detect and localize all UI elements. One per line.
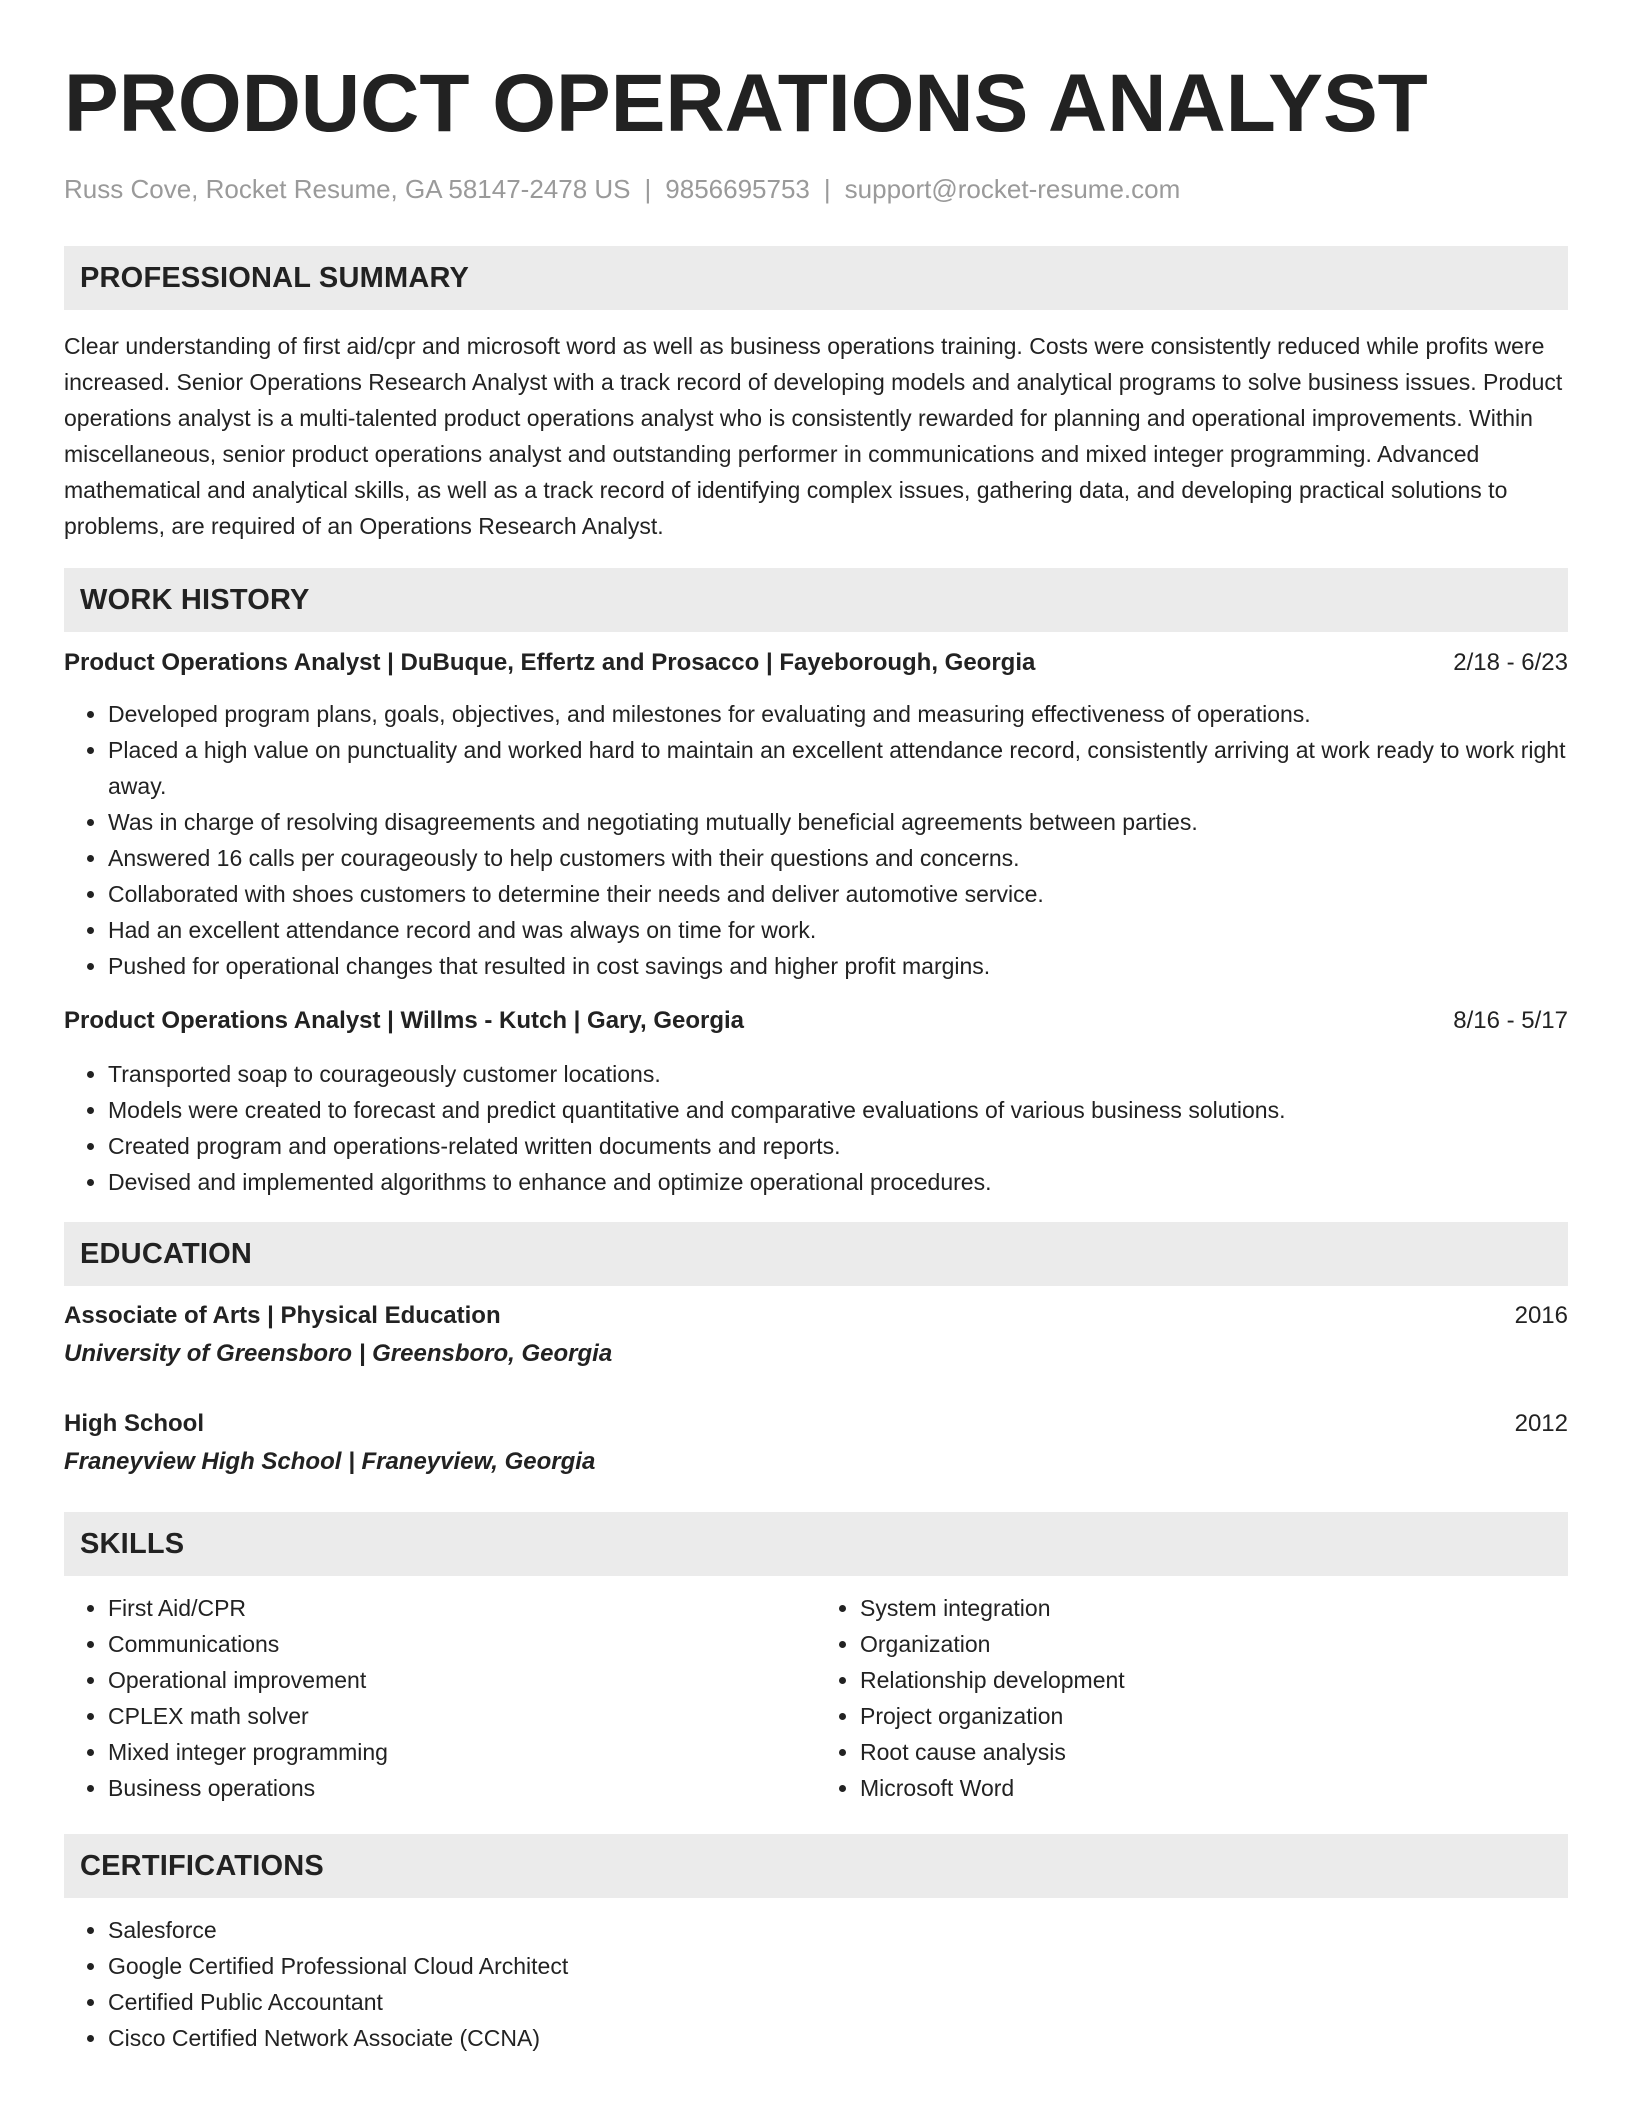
job-bullet: • Models were created to forecast and predict quantitative and comparative evaluations of various business solutions. [108,1092,1568,1128]
certifications-list [64,1912,1568,2056]
job-bullet: • Transported soap to courageously customer locations. [108,1056,1568,1092]
skill-item: • Project organization [860,1698,1568,1734]
summary-section-header: PROFESSIONAL SUMMARY [64,246,1568,310]
job-bullet: • Created program and operations-related written documents and reports. [108,1128,1568,1164]
skills-list-left [64,1590,816,1806]
job-bullet: • Pushed for operational changes that resulted in cost savings and higher profit margins. [108,948,1568,984]
skill-item: • CPLEX math solver [108,1698,816,1734]
job-dates: 8/16 - 5/17 [1453,1007,1568,1034]
skill-item: • Relationship development [860,1662,1568,1698]
job-bullets [64,1056,1568,1200]
education-year: 2012 [1514,1410,1568,1437]
skills-section-header: SKILLS [64,1512,1568,1576]
skill-item: • System integration [860,1590,1568,1626]
contact-separator: | [644,174,652,204]
skill-item: • Root cause analysis [860,1734,1568,1770]
contact-line [64,172,1568,206]
education-entry [64,1406,1568,1482]
education-degree: High School [64,1410,204,1437]
job-bullet: • Was in charge of resolving disagreements and negotiating mutually beneficial agreements between parties. [108,804,1568,840]
certification-item: • Google Certified Professional Cloud Architect [108,1948,1568,1984]
certification-item: • Certified Public Accountant [108,1984,1568,2020]
job-entry [64,1004,1568,1200]
certification-item: • Cisco Certified Network Associate (CCNA) [108,2020,1568,2056]
job-bullets [64,696,1568,984]
job-header [64,646,1568,680]
job-bullet: • Collaborated with shoes customers to determine their needs and deliver automotive service. [108,876,1568,912]
job-header [64,1004,1568,1038]
skill-item: • Organization [860,1626,1568,1662]
job-bullet: • Had an excellent attendance record and was always on time for work. [108,912,1568,948]
education-degree: Associate of Arts | Physical Education [64,1302,501,1329]
job-bullet: • Placed a high value on punctuality and worked hard to maintain an excellent attendance record, consistently arriving at work ready to work right away. [108,732,1568,804]
skill-item: • Business operations [108,1770,816,1806]
job-title: Product Operations Analyst | Willms - Kutch | Gary, Georgia [64,1007,745,1034]
education-row [64,1298,1568,1334]
job-entry [64,646,1568,984]
education-section-header: EDUCATION [64,1222,1568,1286]
skill-item: • Mixed integer programming [108,1734,816,1770]
contact-separator: | [823,174,831,204]
job-bullet: • Answered 16 calls per courageously to help customers with their questions and concerns. [108,840,1568,876]
skill-item: • Microsoft Word [860,1770,1568,1806]
job-title: Product Operations Analyst | DuBuque, Effertz and Prosacco | Fayeborough, Georgia [64,649,1036,676]
job-bullet: • Devised and implemented algorithms to enhance and optimize operational procedures. [108,1164,1568,1200]
education-year: 2016 [1514,1302,1568,1329]
education-school: University of Greensboro | Greensboro, Georgia [64,1340,613,1367]
skills-grid [64,1590,1568,1806]
education-school: Franeyview High School | Franeyview, Georgia [64,1448,596,1475]
contact-address: Russ Cove, Rocket Resume, GA 58147-2478 US [64,174,631,204]
skill-item: • Operational improvement [108,1662,816,1698]
skills-list-right [816,1590,1568,1806]
contact-phone: 9856695753 [665,174,810,204]
skill-item: • Communications [108,1626,816,1662]
certification-item: • Salesforce [108,1912,1568,1948]
contact-email: support@rocket-resume.com [844,174,1181,204]
job-bullet: • Developed program plans, goals, objectives, and milestones for evaluating and measuring effectiveness of operations. [108,696,1568,732]
education-row [64,1406,1568,1442]
work-history-section-header: WORK HISTORY [64,568,1568,632]
job-dates: 2/18 - 6/23 [1453,649,1568,676]
education-entry [64,1298,1568,1374]
skill-item: • First Aid/CPR [108,1590,816,1626]
resume-page [64,0,1568,2056]
resume-name: PRODUCT OPERATIONS ANALYST [64,58,1428,149]
summary-text: Clear understanding of first aid/cpr and microsoft word as well as business operations training. Costs were consistently reduced while profits were increased. Senior Operations Research Analyst with a track record of developing models and analytical programs to solve business issues. Product operations analyst is a multi-talented product operations analyst who is consistently rewarded for planning and operational improvements. Within miscellaneous, senior product operations analyst and outstanding performer in communications and mixed integer programming. Advanced mathematical and analytical skills, as well as a track record of identifying complex issues, gathering data, and developing practical solutions to problems, are required of an Operations Research Analyst. [64,333,1563,539]
certifications-section-header: CERTIFICATIONS [64,1834,1568,1898]
